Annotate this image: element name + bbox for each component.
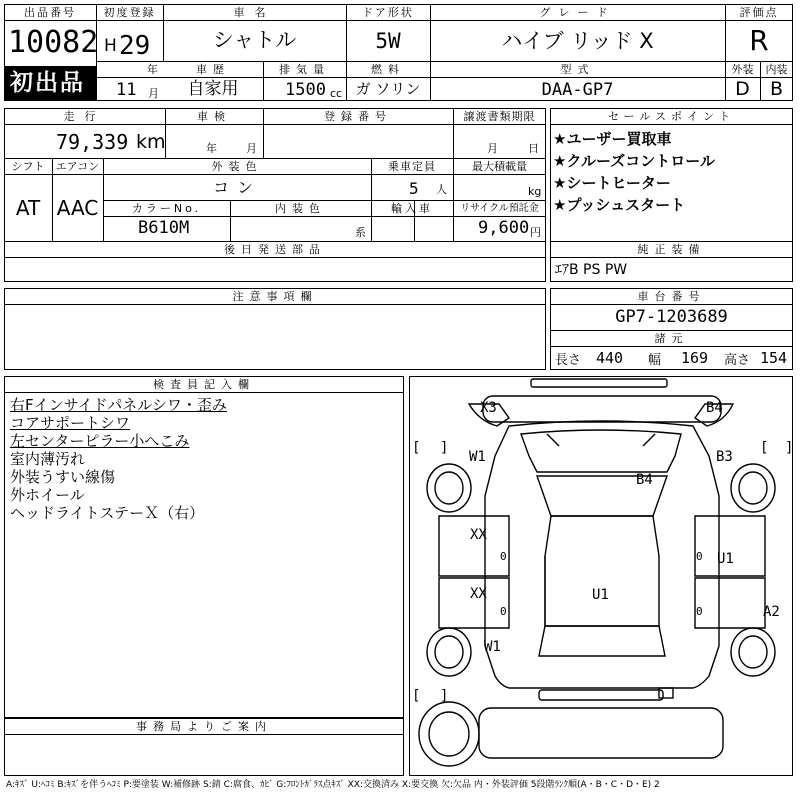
displacement-unit: cc <box>330 87 343 100</box>
mark-zero: 0 <box>696 605 703 618</box>
model-value: DAA-GP7 <box>541 80 614 100</box>
ac-label: エアコン <box>55 160 100 173</box>
inspector-line: 外ホイール <box>10 486 85 504</box>
sales-point-item: ★ユーザー買取車 <box>553 130 672 148</box>
bracket: ] <box>440 688 449 704</box>
shift-value: AT <box>15 196 41 220</box>
score-label: 評価点 <box>739 6 779 19</box>
chassis-value: GP7-1203689 <box>615 307 728 327</box>
seats-label: 乗車定員 <box>388 160 436 173</box>
reg-year: 29 <box>119 31 151 61</box>
transfer-day-unit: 日 <box>528 142 539 155</box>
transfer-month-unit: 月 <box>487 142 498 155</box>
interior-color-unit: 系 <box>355 226 366 239</box>
mileage-value: 79,339 <box>56 130 129 154</box>
color-no-value: B610M <box>138 218 190 238</box>
notes-label: 注意事項欄 <box>232 290 318 303</box>
sales-point-item: ★クルーズコントロール <box>553 152 715 170</box>
mark-a2: A2 <box>763 604 780 620</box>
bracket: ] <box>440 440 449 456</box>
recycle-label: リサイクル預託金 <box>460 203 539 214</box>
score-value: R <box>749 24 769 57</box>
mark-u1-right: U1 <box>717 551 734 567</box>
mark-w1-left: W1 <box>469 449 486 465</box>
grade-label: グレード <box>539 6 616 19</box>
inspector-line: ヘッドライトステーＸ（右） <box>10 504 205 522</box>
height-value: 154 <box>760 349 788 367</box>
office-label: 事務局よりご案内 <box>136 720 272 733</box>
color-no-label: カラーNo. <box>131 202 202 215</box>
import-label: 輸入車 <box>391 202 433 215</box>
regnum-label: 登録番号 <box>324 110 392 123</box>
transfer-label: 譲渡書類期限 <box>463 110 536 123</box>
reg-month-unit: 月 <box>148 87 159 100</box>
door-label: ドア形状 <box>362 6 414 19</box>
inspector-line: 外装うすい線傷 <box>10 468 116 486</box>
legend: A:ｷｽﾞ U:ﾍｺﾐ B:ｷｽﾞを伴うﾍｺﾐ P:要塗装 W:補修跡 S:錆 C:腐食、ｶﾋﾞ G:ﾌﾛﾝﾄｶﾞﾗｽ点ｷｽﾞ XX:交換済み X:要交換 欠:欠品 内・外装評価 5段階ﾗﾝｸ順(A・B・C・D・E) 2 <box>6 780 660 790</box>
load-label: 最大積載量 <box>472 160 527 173</box>
reg-label: 初度登録 <box>103 6 156 19</box>
mark-xx-rear: XX <box>470 586 487 602</box>
later-parts-label: 後日発送部品 <box>224 243 326 256</box>
seats-unit: 人 <box>436 183 447 196</box>
lot-number: 10082 <box>8 25 99 60</box>
fuel-value: ガ ソリン <box>355 80 421 98</box>
reg-year-unit: 年 <box>147 63 158 76</box>
inspector-line: 右Fインサイドパネルシワ・歪み <box>10 396 227 414</box>
mark-b3: B3 <box>716 449 733 465</box>
reg-month: 11 <box>116 80 137 100</box>
color-value: コン <box>212 178 261 197</box>
inspector-line: コアサポートシワ <box>10 414 131 432</box>
sales-point-item: ★シートヒーター <box>553 174 671 192</box>
length-value: 440 <box>596 349 624 367</box>
mark-x3: X3 <box>480 400 497 416</box>
mark-u1-center: U1 <box>592 587 609 603</box>
chassis-label: 車台番号 <box>637 290 706 303</box>
model-label: 型式 <box>560 63 595 76</box>
car-name: シャトル <box>212 28 297 52</box>
lot-label: 出品番号 <box>24 6 76 19</box>
length-label: 長さ <box>555 353 582 368</box>
width-value: 169 <box>681 349 709 367</box>
car-name-label: 車名 <box>233 6 276 19</box>
equipment-label: 純正装備 <box>637 243 706 256</box>
load-unit: kg <box>528 185 542 198</box>
interior-grade: B <box>769 78 784 100</box>
width-label: 幅 <box>648 353 662 368</box>
mark-b4-hood: B4 <box>636 472 653 488</box>
interior-label: 内装 <box>765 63 788 76</box>
sales-point-item: ★プッシュスタート <box>553 196 686 214</box>
dims-label: 諸元 <box>654 332 689 345</box>
grade-value: ハイブ リッド X <box>501 29 654 53</box>
inspector-label: 検査員記入欄 <box>153 378 255 391</box>
history-value: 自家用 <box>187 79 239 99</box>
displacement-value: 1500 <box>285 80 326 100</box>
mileage-unit: km <box>136 131 166 153</box>
car-outline-diagram <box>409 376 793 776</box>
height-label: 高さ <box>724 353 751 368</box>
reg-era: H <box>104 36 117 56</box>
history-label: 車歴 <box>196 63 230 76</box>
seats-value: 5 <box>409 179 419 198</box>
bracket: [ <box>412 440 421 456</box>
recycle-value: 9,600 <box>478 218 530 238</box>
door-value: 5W <box>375 29 401 53</box>
mark-w1-rear: W1 <box>484 639 501 655</box>
recycle-unit: 円 <box>530 226 541 239</box>
equipment-value: ｴｱB PS PW <box>555 262 628 278</box>
inspection-year-unit: 年 <box>206 142 217 155</box>
color-label: 外装色 <box>211 160 263 173</box>
sales-points-label: セールスポイント <box>607 110 735 123</box>
inspector-line: 左センターピラー小へこみ <box>10 432 190 450</box>
exterior-label: 外装 <box>731 63 754 76</box>
bracket: [ <box>412 688 421 704</box>
mark-zero: 0 <box>500 550 507 563</box>
shift-label: シフト <box>11 160 45 173</box>
inspector-line: 室内薄汚れ <box>10 450 86 468</box>
displacement-label: 排気量 <box>279 63 330 76</box>
bracket: ] <box>785 440 794 456</box>
first-listing-text: 初出品 <box>10 70 85 96</box>
inspection-label: 車検 <box>197 110 231 123</box>
ac-value: AAC <box>56 196 99 220</box>
inspection-month-unit: 月 <box>246 142 257 155</box>
mark-zero: 0 <box>696 550 703 563</box>
mark-xx-front: XX <box>470 527 487 543</box>
mark-zero: 0 <box>500 605 507 618</box>
interior-color-label: 内装色 <box>275 202 326 215</box>
bracket: [ <box>760 440 769 456</box>
exterior-grade: D <box>735 78 750 100</box>
mileage-label: 走行 <box>63 110 106 123</box>
mark-b4-front: B4 <box>706 400 723 416</box>
fuel-label: 燃料 <box>371 63 405 76</box>
